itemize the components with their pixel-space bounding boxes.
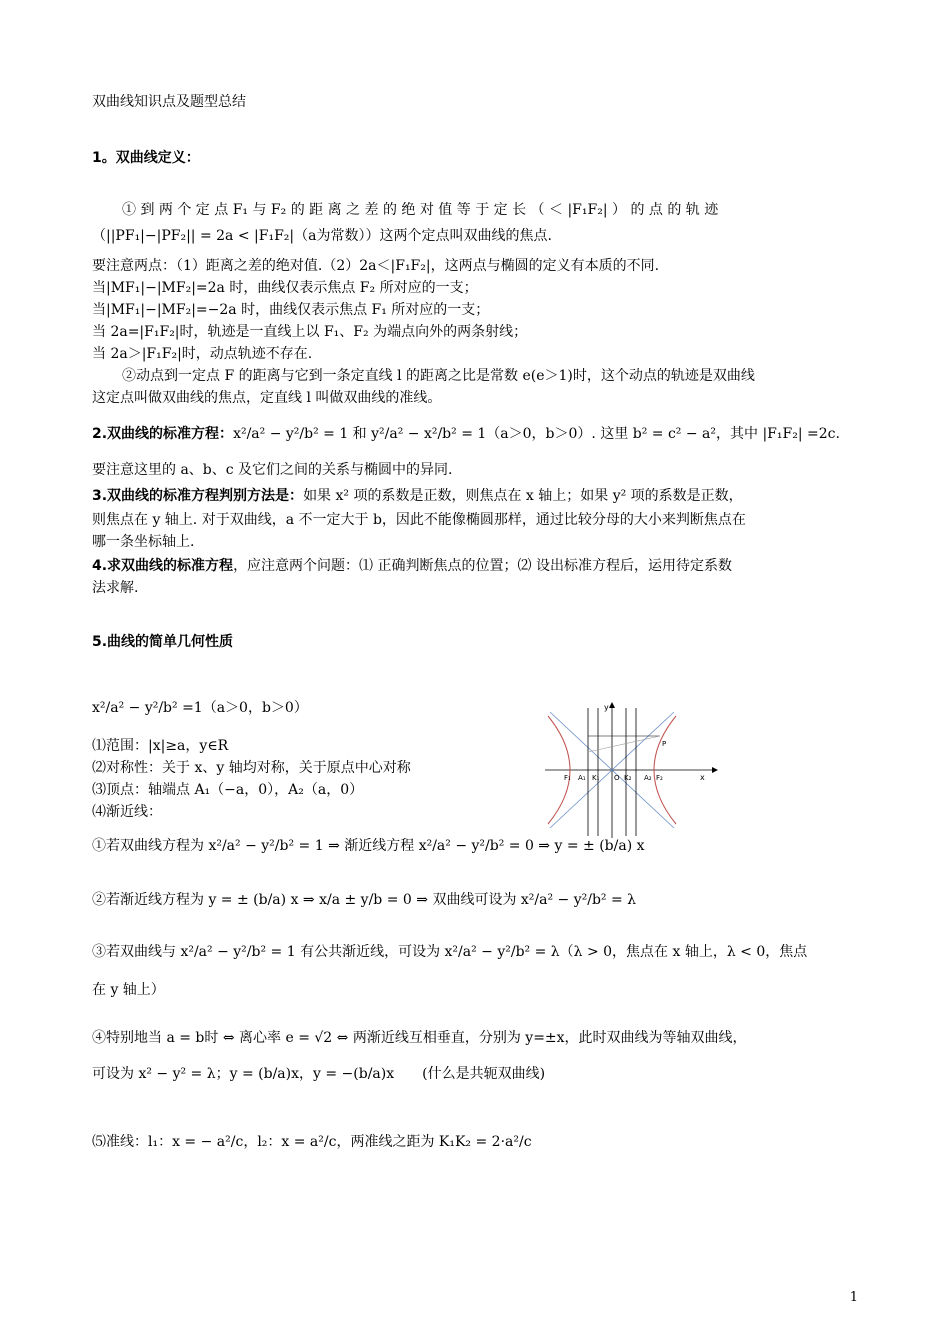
label-f2: F₂ [656,774,663,782]
y-axis-label: y [604,703,609,712]
section1-p2: （||PF₁|−|PF₂|| = 2a < |F₁F₂|（a为常数））这两个定点叫双曲线的焦点. [92,228,552,244]
section3-heading: 3.双曲线的标准方程判别方法是： [92,488,304,504]
section5-a4-2: 可设为 x² − y² = λ；y = (b/a)x，y = −(b/a)x (什么是共轭双曲线) [92,1066,546,1082]
section2-note: 要注意这里的 a、b、c 及它们之间的关系与椭圆中的异同. [92,462,453,478]
section2-line [92,424,840,444]
section5-a4-1: ④特别地当 a = b时 ⇔ 离心率 e = √2 ⇔ 两渐近线互相垂直，分别为 y=±x，此时双曲线为等轴双曲线， [92,1030,747,1046]
section5-vertices: ⑶顶点：轴端点 A₁（−a，0），A₂（a，0） [92,782,364,798]
section5-directrix: ⑸准线：l₁：x = − a²/c，l₂：x = a²/c，两准线之距为 K₁K₂ = 2·a²/c [92,1134,532,1150]
section4-line1 [92,556,732,576]
section3-line1 [92,486,743,506]
section2-heading: 2.双曲线的标准方程： [92,426,234,442]
label-f1: F₁ [564,774,571,782]
page-number: 1 [849,1290,858,1305]
label-a2: A₂ [644,774,652,782]
point-p-label: P [662,740,667,748]
label-origin: O [614,774,620,782]
section1-p9: 这定点叫做双曲线的焦点，定直线 l 叫做双曲线的准线。 [92,390,442,406]
x-axis-arrow [712,767,718,773]
section1-p3: 要注意两点：（1）距离之差的绝对值.（2）2a＜|F₁F₂|，这两点与椭圆的定义有本质的不同. [92,258,660,274]
label-k2: K₂ [624,774,632,782]
section5-a3-1: ③若双曲线与 x²/a² − y²/b² = 1 有公共渐近线，可设为 x²/a² − y²/b² = λ（λ > 0，焦点在 x 轴上，λ < 0，焦点 [92,944,808,960]
section1-p1: ① 到 两 个 定 点 F₁ 与 F₂ 的 距 离 之 差 的 绝 对 值 等 于 定 长 （ ＜ |F₁F₂| ） 的 点 的 轨 迹 [122,202,719,218]
section4-heading: 4.求双曲线的标准方程 [92,558,234,574]
y-axis-arrow [609,702,615,708]
section5-a1: ①若双曲线方程为 x²/a² − y²/b² = 1 ⇒ 渐近线方程 x²/a² − y²/b² = 0 ⇒ y = ± (b/a) x [92,838,645,854]
section5-a3-2: 在 y 轴上） [92,982,165,998]
section1-p7: 当 2a＞|F₁F₂|时，动点轨迹不存在. [92,346,313,362]
focal-segment [588,736,660,752]
hyperbola-figure [540,700,720,840]
section5-eq: x²/a² − y²/b² =1（a＞0，b＞0） [92,700,308,716]
section4-body1: ，应注意两个问题：⑴ 正确判断焦点的位置；⑵ 设出标准方程后，运用待定系数 [233,558,732,574]
label-a1: A₁ [578,774,586,782]
section1-p4: 当|MF₁|−|MF₂|=2a 时，曲线仅表示焦点 F₂ 所对应的一支； [92,280,478,296]
section3-body1: 如果 x² 项的系数是正数，则焦点在 x 轴上；如果 y² 项的系数是正数， [303,488,743,504]
page-title: 双曲线知识点及题型总结 [92,94,246,110]
label-k1: K₁ [592,774,600,782]
section3-body3: 哪一条坐标轴上. [92,534,195,550]
section1-heading: 1。双曲线定义： [92,150,200,166]
section5-range: ⑴范围：|x|≥a，y∈R [92,738,229,754]
section5-asymptote: ⑷渐近线： [92,804,162,820]
section1-p6: 当 2a=|F₁F₂|时，轨迹是一直线上以 F₁、F₂ 为端点向外的两条射线； [92,324,528,340]
section5-heading: 5.曲线的简单几何性质 [92,634,234,650]
section1-p8: ②动点到一定点 F 的距离与它到一条定直线 l 的距离之比是常数 e(e＞1)时，这个动点的轨迹是双曲线 [122,368,755,384]
section4-body2: 法求解. [92,580,139,596]
section5-a2: ②若渐近线方程为 y = ± (b/a) x ⇒ x/a ± y/b = 0 ⇒ 双曲线可设为 x²/a² − y²/b² = λ [92,892,637,908]
section3-body2: 则焦点在 y 轴上. 对于双曲线，a 不一定大于 b，因此不能像椭圆那样，通过比较分母的大小来判断焦点在 [92,512,746,528]
x-axis-label: x [700,773,705,782]
section1-p5: 当|MF₁|−|MF₂|=−2a 时，曲线仅表示焦点 F₁ 所对应的一支； [92,302,490,318]
section2-body: x²/a² − y²/b² = 1 和 y²/a² − x²/b² = 1（a＞0，b＞0）. 这里 b² = c² − a²，其中 |F₁F₂| =2c. [233,426,840,442]
section5-symmetry: ⑵对称性：关于 x、y 轴均对称，关于原点中心对称 [92,760,411,776]
